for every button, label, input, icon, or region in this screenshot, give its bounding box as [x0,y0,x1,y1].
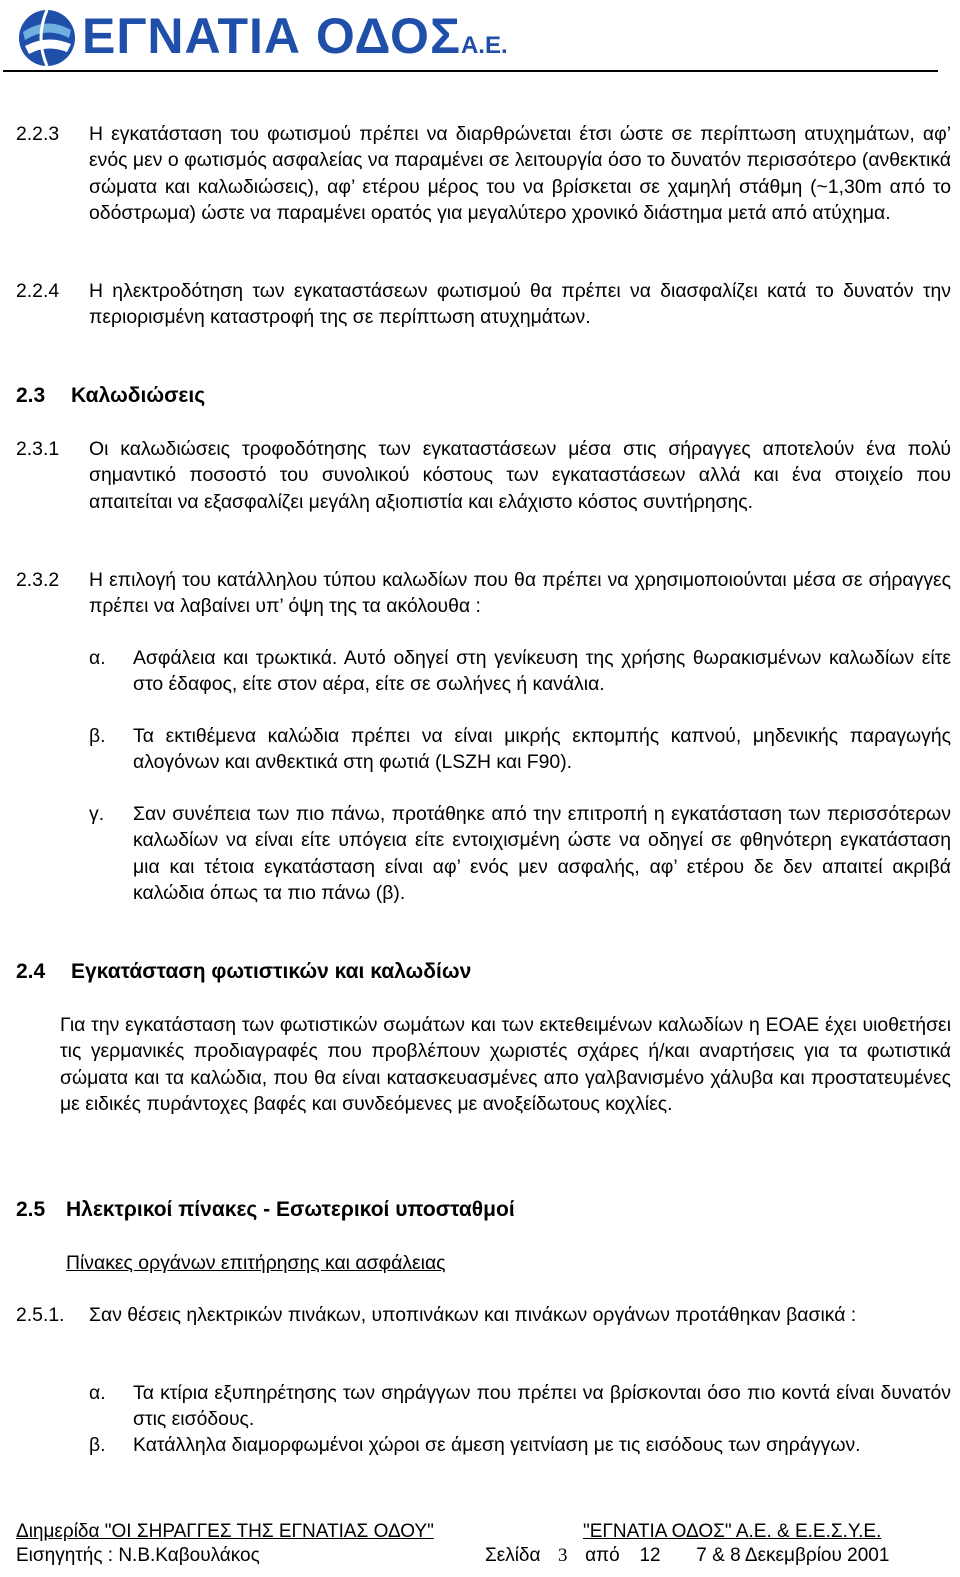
footer-page-info [485,1545,889,1567]
footer-speaker: Εισηγητής : Ν.Β.Καβουλάκος [16,1545,260,1566]
heading-2-4 [16,958,471,986]
list-item: Τα εκτιθέμενα καλώδια πρέπει να είναι μικρής εκπομπής καπνού, μηδενικής παραγωγής αλογόνων και ανθεκτικά στη φωτιά (LSZH και F90). [133,725,951,774]
footer-date: 7 & 8 Δεκεμβρίου 2001 [696,1545,890,1566]
heading-title: Εγκατάσταση φωτιστικών και καλωδίων [71,960,472,983]
section-number: 2.2.4 [16,280,60,302]
header-divider [3,70,938,72]
paragraph-2-4: Για την εγκατάσταση των φωτιστικών σωμάτων και των εκτεθειμένων καλωδίων η ΕΟΑΕ έχει υιοθετήσει τις γερμανικές προδιαγραφές που προβλέπουν χωριστές σχάρες ή/και αναρτήσεις για τα φωτιστικά σώματα και τα καλώδια, που θα είναι κατασκευασμένες απο γαλβανισμένο χάλυβα και προστατευμένες με ειδικές πυράντοχες βαφές και συνδεόμενες με ανοξείδωτους κοχλίες. [60,1014,951,1115]
heading-number: 2.3 [16,384,46,407]
list-marker: α. [89,647,106,669]
paragraph-2-2-4: Η ηλεκτροδότηση των εγκαταστάσεων φωτισμού θα πρέπει να διασφαλίζει κατά το δυνατόν την περιορισμένη καταστροφή της σε περίπτωση ατυχημάτων. [89,280,951,329]
page-number: 3 [558,1545,568,1566]
list-item: Σαν συνέπεια των πιο πάνω, προτάθηκε από την επιτροπή η εγκατάσταση των περισσότερων καλωδίων να είναι είτε υπόγεια είτε εντοιχισμένη ώστε να οδηγεί σε φθηνότερη εγκατάσταση μια και τέτοια εγκατάσταση είναι αφ’ ενός μεν ασφαλής, αφ’ ετέρου δε δεν απαιτεί ακριβά καλώδια όπως τα πιο πάνω (β). [133,803,951,904]
footer-event: Διημερίδα "ΟΙ ΣΗΡΑΓΓΕΣ ΤΗΣ ΕΓΝΑΤΙΑΣ ΟΔΟΥ" [16,1521,434,1542]
list-item: Ασφάλεια και τρωκτικά. Αυτό οδηγεί στη γενίκευση της χρήσης θωρακισμένων καλωδίων είτε στο έδαφος, είτε στον αέρα, είτε σε σωλήνες ή κανάλια. [133,647,951,696]
paragraph-2-3-2: Η επιλογή του κατάλληλου τύπου καλωδίων που θα πρέπει να χρησιμοποιούνται μέσα σε σήραγγες πρέπει να λαβαίνει υπ’ όψη της τα ακόλουθα : [89,569,951,618]
logo-wordmark [82,8,508,74]
list-marker: β. [89,725,106,747]
heading-2-5 [16,1196,515,1224]
heading-number: 2.4 [16,960,46,983]
heading-title: Ηλεκτρικοί πίνακες - Εσωτερικοί υποσταθμοί [66,1198,515,1221]
heading-number: 2.5 [16,1198,46,1221]
section-number: 2.3.1 [16,438,60,460]
total-pages: 12 [639,1545,661,1566]
list-item: Τα κτίρια εξυπηρέτησης των σηράγγων που πρέπει να βρίσκονται όσο πιο κοντά είναι δυνατόν στις εισόδους. [133,1382,951,1431]
heading-2-3 [16,382,205,410]
paragraph-2-2-3: Η εγκατάσταση του φωτισμού πρέπει να διαρθρώνεται έτσι ώστε σε περίπτωση ατυχημάτων, αφ’ ενός μεν ο φωτισμός ασφαλείας να παραμένει σε λειτουργία όσο το δυνατόν περισσότερο (ανθεκτικά σώματα και καλωδιώσεις), αφ’ ετέρου μέρος του να βρίσκεται σε χαμηλή στάθμη (~1,30m από το οδόστρωμα) ώστε να παραμένει ορατός για μεγαλύτερο χρονικό διάστημα μετά από ατύχημα. [89,123,951,224]
list-item: Κατάλληλα διαμορφωμένοι χώροι σε άμεση γειτνίαση με τις εισόδους των σηράγγων. [133,1434,861,1456]
page-label: Σελίδα [485,1545,541,1566]
subheading-underlined: Πίνακες οργάνων επιτήρησης και ασφάλειας [66,1252,446,1274]
logo-main-text: ΕΓΝΑΤΙΑ ΟΔΟΣ [82,8,461,64]
heading-title: Καλωδιώσεις [71,384,206,407]
of-label: από [585,1545,620,1566]
paragraph-2-3-1: Οι καλωδιώσεις τροφοδότησης των εγκαταστάσεων μέσα στις σήραγγες αποτελούν ένα πολύ σημαντικό ποσοστό του συνολικού κόστους των εγκαταστάσεων αλλά και ένα στοιχείο που απαιτείται να εξασφαλίζει μεγάλη αξιοπιστία και ελάχιστο κόστος συντήρησης. [89,438,951,513]
section-number: 2.5.1. [16,1304,65,1326]
list-marker: β. [89,1434,106,1456]
list-marker: α. [89,1382,106,1404]
globe-logo-icon [17,8,77,68]
page-header [0,0,960,72]
paragraph-2-5-1: Σαν θέσεις ηλεκτρικών πινάκων, υποπινάκων και πινάκων οργάνων προτάθηκαν βασικά : [89,1304,857,1326]
section-number: 2.2.3 [16,123,60,145]
footer-organizers: "ΕΓΝΑΤΙΑ ΟΔΟΣ" Α.Ε. & Ε.Ε.Σ.Υ.Ε. [583,1521,882,1542]
list-marker: γ. [89,803,105,825]
section-number: 2.3.2 [16,569,60,591]
logo-suffix-text: Α.Ε. [460,32,508,59]
